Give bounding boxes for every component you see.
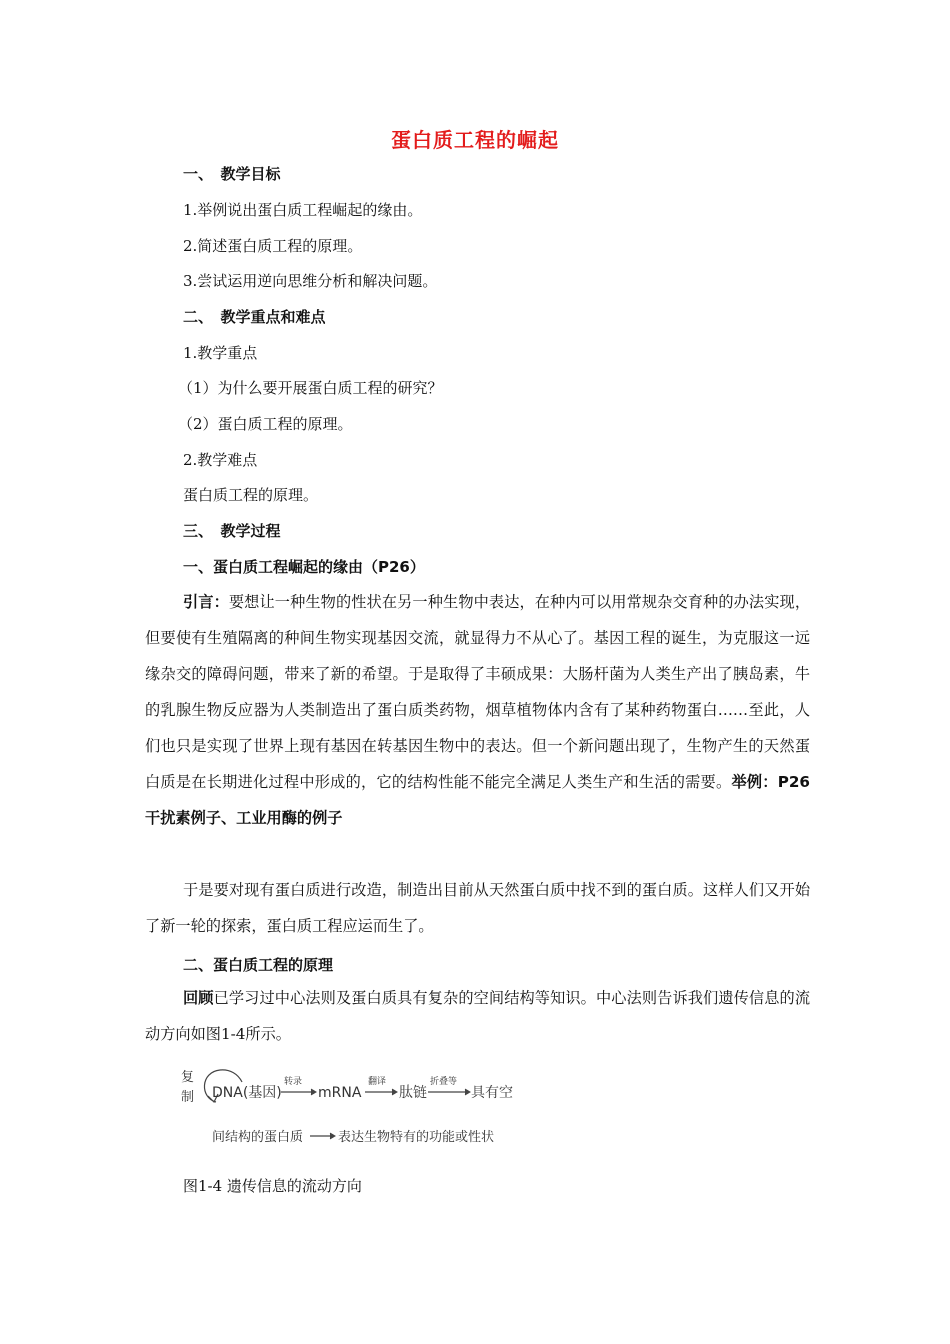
section-heading-key-points: 二、 教学重点和难点 <box>183 308 326 326</box>
page-title: 蛋白质工程的崛起 <box>391 128 559 152</box>
translate-arrowhead <box>392 1089 397 1095</box>
peptide-label: 肽链 <box>399 1085 427 1101</box>
intro-text: 要想让一种生物的性状在另一种生物中表达，在种内可以用常规杂交育种的办法实现，但要使有生殖隔离的种间生物实现基因交流，就显得力不从心了。基因工程的诞生，为克服这一远缘杂交的障碍问题，带来了新的希望。于是取得了丰硕成果：大肠杆菌为人类生产出了胰岛素，牛的乳腺生物反应器为人类制造出了蛋白质类药物，烟草植物体内含有了某种药物蛋白……至此，人们也只是实现了世界上现有基因在转基因生物中的表达。但一个新问题出现了，生物产生的天然蛋白质是在长期进化过程中形成的，它的结构性能不能完全满足人类生产和生活的需要。 <box>145 593 811 791</box>
section-heading-process: 三、 教学过程 <box>183 522 281 540</box>
transcribe-label: 转录 <box>284 1077 303 1087</box>
para-new-exploration: 于是要对现有蛋白质进行改造，制造出目前从天然蛋白质中找不到的蛋白质。这样人们又开始了新一轮的探索，蛋白质工程应运而生了。 <box>145 881 810 935</box>
express-label: 表达生物特有的功能或性状 <box>338 1130 495 1145</box>
fold-arrowhead <box>465 1089 470 1095</box>
express-arrowhead <box>330 1133 335 1139</box>
replicate-label-1: 复 <box>181 1070 195 1085</box>
difficulty-label: 2.教学难点 <box>183 451 258 469</box>
transcribe-arrowhead <box>311 1089 316 1095</box>
intro-paragraph <box>145 584 810 836</box>
review-text: 已学习过中心法则及蛋白质具有复杂的空间结构等知识。中心法则告诉我们遗传信息的流动方向如图1-4所示。 <box>145 989 811 1043</box>
mrna-label: mRNA <box>318 1085 362 1101</box>
fold-label: 折叠等 <box>430 1077 458 1087</box>
review-label: 回顾 <box>183 989 214 1007</box>
key-points-label: 1.教学重点 <box>183 344 258 362</box>
replicate-label-2: 制 <box>181 1090 195 1105</box>
result-label-2: 间结构的蛋白质 <box>212 1130 304 1145</box>
figure-caption: 图1-4 遗传信息的流动方向 <box>183 1177 362 1195</box>
translate-label: 翻译 <box>368 1077 387 1087</box>
result-label-1: 具有空 <box>471 1085 513 1101</box>
review-paragraph <box>145 980 810 1052</box>
part2-heading: 二、蛋白质工程的原理 <box>183 956 334 974</box>
key-point-item: （1）为什么要开展蛋白质工程的研究？ <box>178 379 443 397</box>
example-text: 举例：P26干扰素例子、工业用酶的例子 <box>145 773 811 827</box>
section-heading-objectives: 一、 教学目标 <box>183 165 281 183</box>
objective-item: 1.举例说出蛋白质工程崛起的缘由。 <box>183 201 423 219</box>
dna-label: DNA(基因) <box>212 1085 282 1101</box>
intro-label: 引言： <box>183 593 229 611</box>
central-dogma-diagram <box>178 1064 523 1154</box>
key-point-item: （2）蛋白质工程的原理。 <box>178 415 353 433</box>
part1-heading: 一、蛋白质工程崛起的缘由（P26） <box>183 558 425 576</box>
objective-item: 3.尝试运用逆向思维分析和解决问题。 <box>183 272 438 290</box>
objective-item: 2.简述蛋白质工程的原理。 <box>183 237 363 255</box>
difficulty-text: 蛋白质工程的原理。 <box>183 486 319 504</box>
